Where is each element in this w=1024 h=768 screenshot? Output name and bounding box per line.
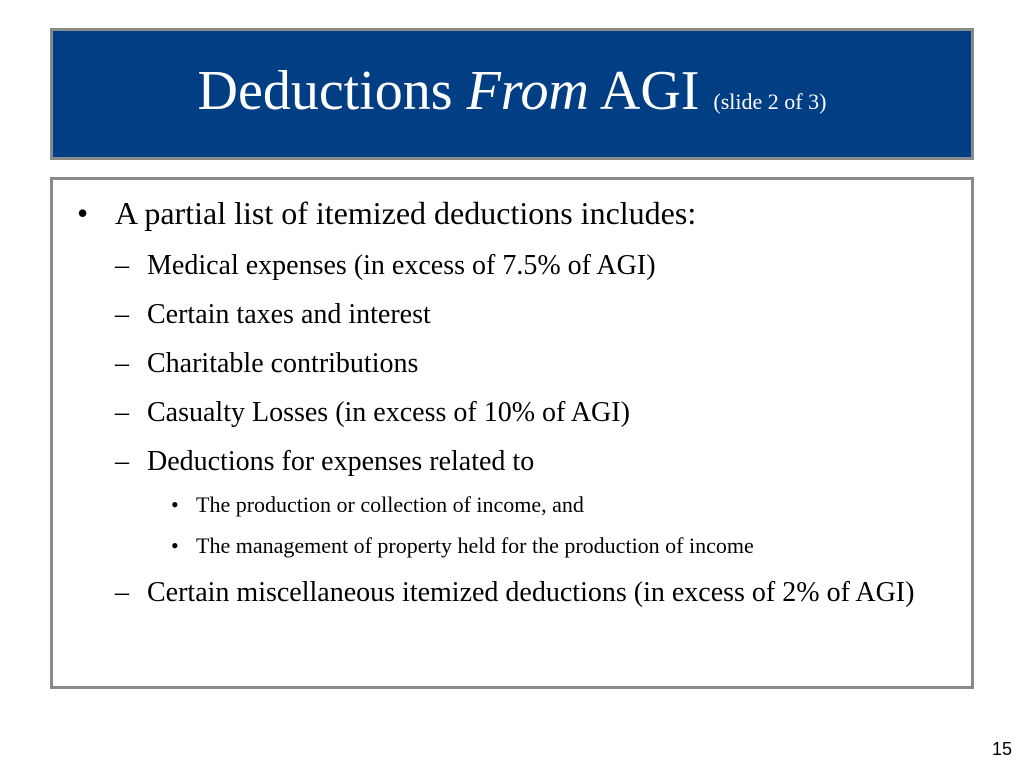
intro-text: A partial list of itemized deductions includes: [115,195,697,231]
sub-list-item [171,491,584,519]
slide-title [197,60,827,122]
bullet-marker: • [171,533,179,558]
list-item [115,574,927,612]
dash-marker: – [115,397,129,428]
list-item-text: Certain taxes and interest [147,299,431,330]
title-main: Deductions [197,60,453,122]
content-box [50,177,974,689]
sub-list-item-text: The production or collection of income, and [196,492,584,517]
dash-marker: – [115,250,129,281]
bullet-marker: • [171,492,179,517]
page-number: 15 [991,739,1012,759]
sub-list-item [171,532,754,560]
list-item [115,296,431,334]
list-item [115,443,535,481]
list-item [115,345,419,383]
dash-marker: – [115,348,129,379]
title-italic: From [466,60,589,122]
bullet-marker: • [77,195,89,231]
list-item-text: Charitable contributions [147,348,419,379]
title-subtitle: (slide 2 of 3) [713,89,827,114]
dash-marker: – [115,577,129,608]
intro-bullet [77,194,697,232]
list-item-text: Deductions for expenses related to [147,446,535,477]
list-item [115,247,656,285]
title-bar [50,28,974,160]
dash-marker: – [115,299,129,330]
title-after: AGI [599,60,700,122]
list-item-text: Certain miscellaneous itemized deductions (in excess of 2% of AGI) [147,577,915,608]
list-item [115,394,630,432]
list-item-text: Casualty Losses (in excess of 10% of AGI) [147,397,630,428]
dash-marker: – [115,446,129,477]
sub-list-item-text: The management of property held for the production of income [196,533,754,558]
list-item-text: Medical expenses (in excess of 7.5% of AGI) [147,250,656,281]
